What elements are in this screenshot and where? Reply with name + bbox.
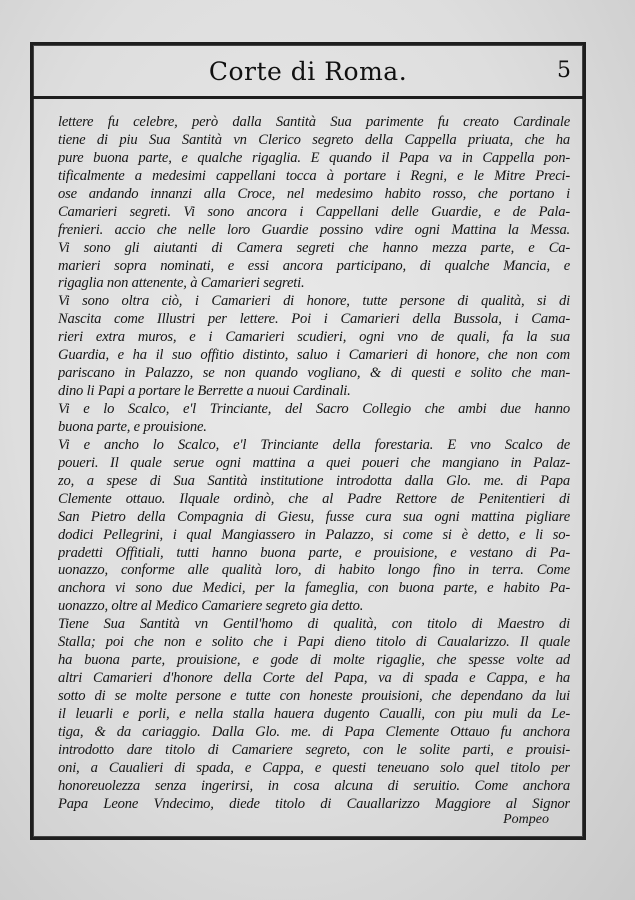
text-line: tiene di piu Sua Santità vn Clerico segreto della Cappella priuata, che ha bbox=[58, 131, 570, 148]
catchword: Pompeo bbox=[503, 812, 549, 827]
text-line: dodici Pellegrini, i qual Mangiassero in Palazzo, si come si è detto, e li so- bbox=[58, 526, 570, 543]
text-line: tificalmente a medesimi cappellani tocca à portare i Regni, e le Mitre Preci- bbox=[58, 167, 570, 184]
text-line: dino li Papi a portare le Berrette a nuoui Cardinali. bbox=[58, 383, 351, 400]
text-line: marieri sopra nominati, e essi ancora participano, di qualche Mancia, e bbox=[58, 257, 570, 274]
text-line: ose andando innanzi alla Croce, nel medesimo habito rosso, che portano i bbox=[58, 185, 570, 202]
text-line: poueri. Il quale serue ogni mattina a quei poueri che mangiano in Palaz- bbox=[58, 454, 570, 471]
page-number: 5 bbox=[557, 58, 571, 83]
text-line: Vi sono oltra ciò, i Camarieri di honore, tutte persone di qualità, si di bbox=[58, 293, 570, 310]
header-rule bbox=[30, 96, 586, 99]
text-line: sotto di se molte persone e tutte con honeste prouisioni, che dependano da lui bbox=[58, 688, 570, 704]
text-line: introdotto dare titolo di Camariere segreto, con le solite parti, e prouisi- bbox=[58, 741, 570, 758]
text-line: pariscano in Palazzo, se non quando vogliano, & di questi e solito che man- bbox=[58, 365, 570, 382]
text-line: rigaglia non attenente, à Camarieri segreti. bbox=[58, 275, 305, 292]
text-line: Vi e ancho lo Scalco, e'l Trinciante della forestaria. E vno Scalco de bbox=[58, 436, 570, 453]
text-line: Clemente ottauo. Ilquale ordinò, che al Padre Rettore de Penitentieri di bbox=[58, 490, 570, 507]
text-line: pure buona parte, e qualche rigaglia. E quando il Papa va in Cappella pon- bbox=[58, 149, 570, 166]
text-line: Vi e lo Scalco, e'l Trinciante, del Sacro Collegio che ambi due hanno bbox=[58, 401, 570, 417]
body-text bbox=[58, 114, 570, 814]
text-line: Nascita come Illustri per lettere. Poi i Camarieri della Bussola, i Cama- bbox=[58, 311, 570, 328]
text-line: ha buona parte, prouisione, e gode di molte rigaglie, che spesse volte ad bbox=[58, 652, 570, 669]
text-line: zo, a spese di Sua Santità institutione introdotta dalla Glo. me. di Papa bbox=[58, 472, 570, 489]
text-line: tiga, & da cariaggio. Dalla Glo. me. di Papa Clemente Ottauo fu anchora bbox=[58, 723, 570, 740]
text-line: Guardia, e ha il suo offitio distinto, saluo i Camarieri di honore, che non com bbox=[58, 347, 570, 364]
text-line: il leuarli e porli, e nella stalla hauera dugento Caualli, con piu muli da Le- bbox=[58, 705, 570, 722]
text-line: uonazzo, conforme alle qualità loro, di habito longo fino in terra. Come bbox=[58, 562, 570, 579]
text-line: rieri extra muros, e i Camarieri scudieri, ogni vno de quali, fa la sua bbox=[58, 329, 570, 346]
text-line: honoreuolezza senza ingerirsi, in cosa alcuna di seruitio. Come anchora bbox=[58, 777, 570, 794]
text-line: Vi sono gli aiutanti di Camera segreti che hanno mezza parte, e Ca- bbox=[58, 239, 570, 256]
text-line: altri Camarieri d'honore della Corte del Papa, va di spada e Cappa, e ha bbox=[58, 670, 570, 687]
text-line: lettere fu celebre, però dalla Santità Sua parimente fu creato Cardinale bbox=[58, 114, 570, 130]
text-line: oni, a Caualieri di spada, e Cappa, e questi teneuano solo quel titolo per bbox=[58, 759, 570, 776]
text-line: uonazzo, oltre al Medico Camariere segreto gia detto. bbox=[58, 598, 364, 615]
running-head-title: Corte di Roma. bbox=[208, 57, 408, 86]
text-line: frenieri. accio che nelle loro Guardie possino vdire ogni Mattina la Messa. bbox=[58, 221, 570, 238]
text-line: Camarieri segreti. Vi sono ancora i Cappellani delle Guardie, e de Pala- bbox=[58, 203, 570, 220]
text-line: Papa Leone Vndecimo, diede titolo di Cauallarizzo Maggiore al Signor bbox=[58, 795, 570, 812]
text-line: Tiene Sua Santità vn Gentil'homo di qualità, con titolo di Maestro di bbox=[58, 616, 570, 633]
text-line: anchora vi sono due Medici, per la fameglia, con buona parte, e habito Pa- bbox=[58, 580, 570, 597]
text-line: buona parte, e prouisione. bbox=[58, 418, 207, 435]
text-line: Stalla; poi che non e solito che i Papi dieno titolo di Caualarizzo. Il quale bbox=[58, 634, 570, 651]
text-line: San Pietro della Compagnia di Giesu, fusse cura sua ogni mattina pigliare bbox=[58, 508, 570, 525]
text-line: pradetti Offitiali, tutti hanno buona parte, e prouisione, e vestano di Pa- bbox=[58, 544, 570, 561]
